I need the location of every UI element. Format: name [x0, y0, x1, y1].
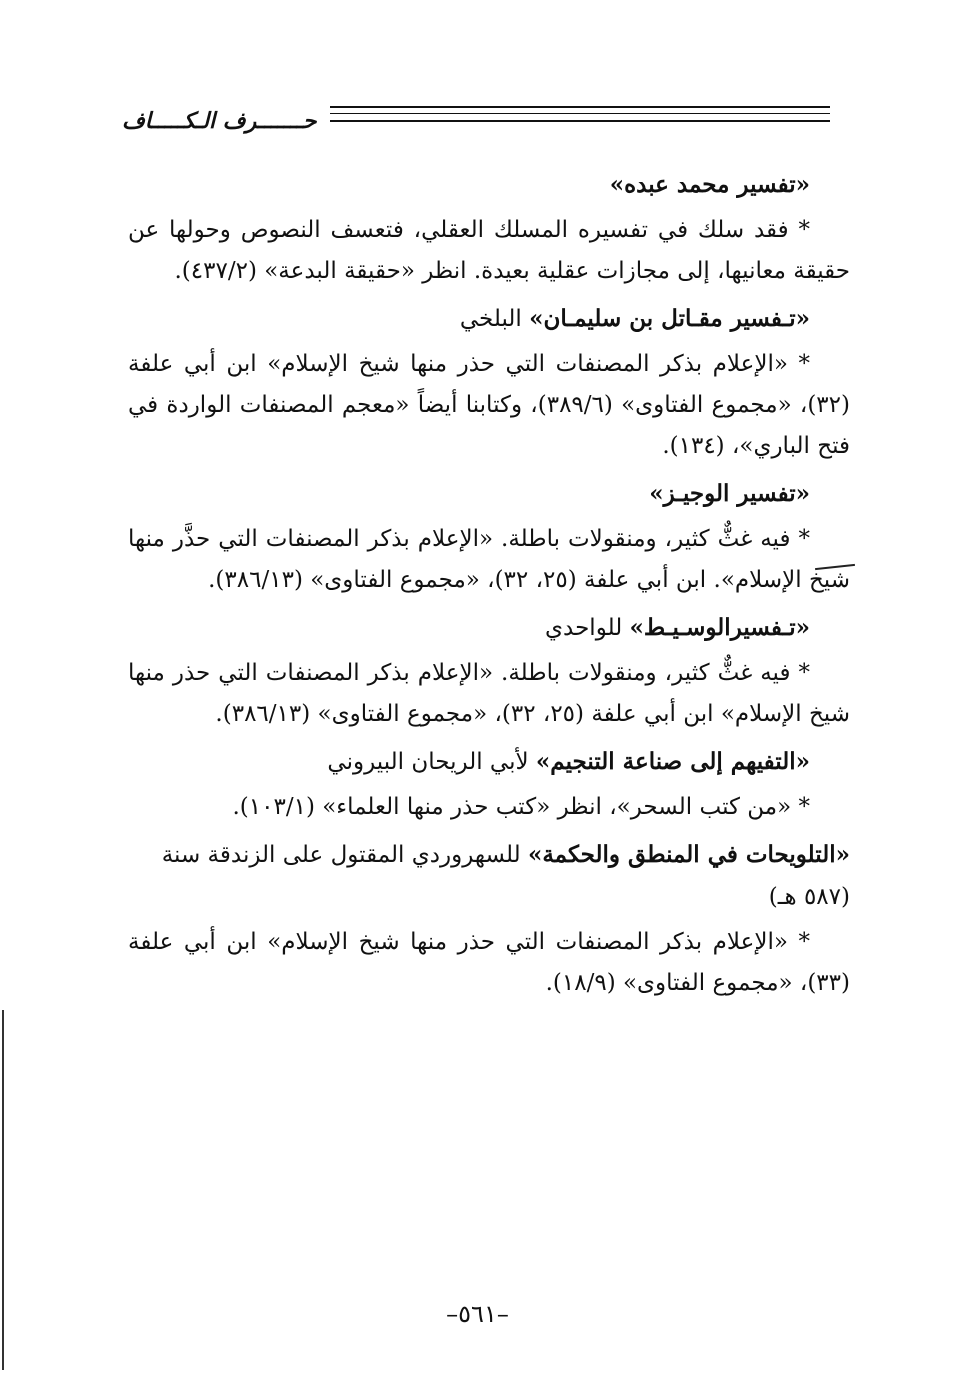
- entry-body: * فيه غثٌّ كثير، ومنقولات باطلة. «الإعلام بذكر المصنفات التي حذَّر منها شيخ الإسلام». ابن أبي علفة (٢٥، ٣٢)، «مجموع الفتاوى» (٣٨٦/١٣).: [128, 526, 850, 593]
- entry: [128, 164, 850, 292]
- entry: [128, 834, 850, 1004]
- entry-title: [128, 298, 850, 340]
- entry-title: [128, 473, 850, 515]
- page-body: [128, 158, 850, 1010]
- entry: [128, 741, 850, 828]
- entry-body: * «الإعلام بذكر المصنفات التي حذر منها شيخ الإسلام» ابن أبي علفة (٣٢)، «مجموع الفتاوى» (٣٨٩/٦)، وكتابنا أيضاً «معجم المصنفات الواردة في فتح الباري»، (١٣٤).: [128, 351, 850, 459]
- entry-title-text: «تفسير محمد عبده»: [609, 171, 810, 198]
- entry: [128, 473, 850, 601]
- entry-title-text: «تـفسيرالوسـيـط»: [629, 614, 810, 641]
- entry-body: * «الإعلام بذكر المصنفات التي حذر منها شيخ الإسلام» ابن أبي علفة (٣٣)، «مجموع الفتاوى» (١٨/٩).: [128, 929, 850, 996]
- header-rule: [330, 120, 830, 122]
- entry: [128, 607, 850, 735]
- entry-body: * فيه غثٌّ كثير، ومنقولات باطلة. «الإعلام بذكر المصنفات التي حذر منها شيخ الإسلام» ابن أبي علفة (٢٥، ٣٢)، «مجموع الفتاوى» (٣٨٦/١٣).: [128, 660, 850, 727]
- entry-title-suffix: للسهروردي المقتول على الزندقة سنة (٥٨٧ هـ): [161, 842, 850, 910]
- entry-title-text: «التلويحات في المنطق والحكمة»: [527, 841, 850, 868]
- entry-title: [128, 834, 850, 918]
- header-rule: [330, 113, 830, 114]
- entry-title: [128, 741, 850, 783]
- entry-body: * فقد سلك في تفسيره المسلك العقلي، فتعسف النصوص وحولها عن حقيقة معانيها، إلى مجازات عقلية بعيدة. انظر «حقيقة البدعة» (٤٣٧/٢).: [128, 217, 850, 284]
- entry-title: [128, 607, 850, 649]
- running-header-title: حـــــــرف الـكـــــاف: [122, 108, 317, 134]
- entry-title: [128, 164, 850, 206]
- entry-title-text: «تـفسير مقـاتل بن سليمـان»: [529, 305, 810, 332]
- header-rule: [330, 106, 830, 108]
- page-number: –٥٦١–: [446, 1300, 509, 1328]
- entry-title-suffix: البلخي: [459, 306, 530, 332]
- entry-body: * «من كتب السحر»، انظر «كتب حذر منها العلماء» (١٠٣/١).: [232, 794, 810, 820]
- entry-title-suffix: لأبي الريحان البيروني: [327, 749, 536, 775]
- entry-title-text: «التفيهم إلى صناعة التنجيم»: [535, 748, 810, 775]
- entry-title-suffix: للواحدي: [545, 615, 630, 641]
- entry-title-text: «تفسير الوجيـز»: [649, 480, 810, 507]
- entry: [128, 298, 850, 467]
